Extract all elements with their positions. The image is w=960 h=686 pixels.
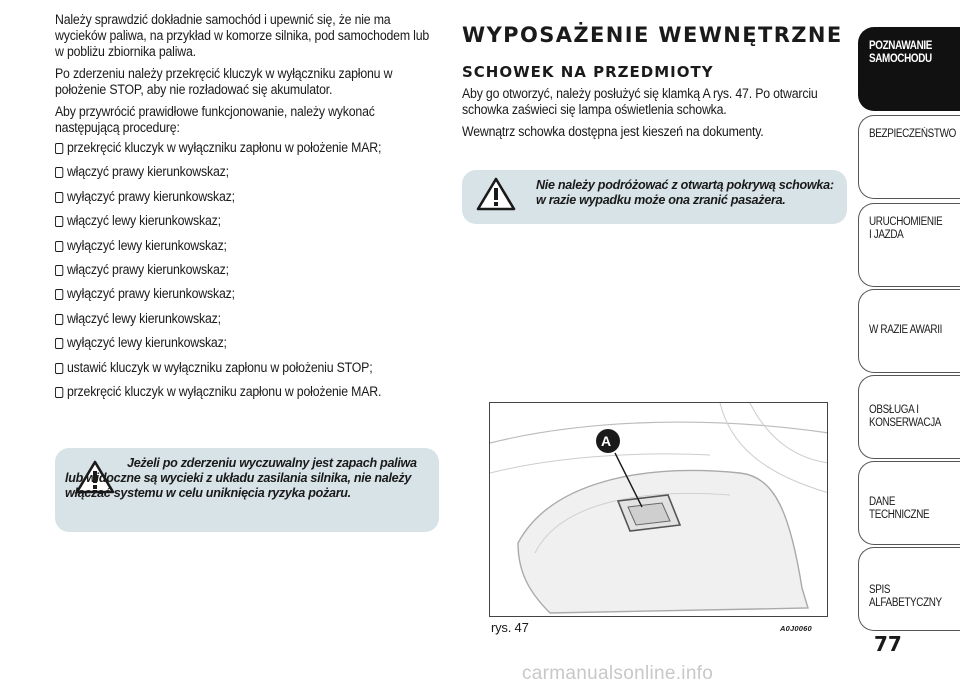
checkbox-bullet-icon <box>55 143 63 154</box>
glovebox-drawing <box>490 403 828 617</box>
checkbox-bullet-icon <box>55 167 63 178</box>
list-item: włączyć lewy kierunkowskaz; <box>55 213 440 237</box>
callout-label: A <box>601 433 612 449</box>
checkbox-bullet-icon <box>55 363 63 374</box>
tab-bezpieczenstwo[interactable]: BEZPIECZEŃSTWO <box>858 115 960 199</box>
checkbox-bullet-icon <box>55 265 63 276</box>
page-number: 77 <box>874 632 902 656</box>
paragraph: Po zderzeniu należy przekręcić kluczyk w wyłączniku zapłonu w położenie STOP, aby nie rozładować się akumulator. <box>55 66 393 97</box>
list-item: wyłączyć lewy kierunkowskaz; <box>55 335 440 359</box>
list-item: włączyć lewy kierunkowskaz; <box>55 311 440 335</box>
list-item: włączyć prawy kierunkowskaz; <box>55 164 440 188</box>
checkbox-bullet-icon <box>55 289 63 300</box>
tab-dane-techniczne[interactable]: DANE TECHNICZNE <box>858 461 960 545</box>
checkbox-bullet-icon <box>55 192 63 203</box>
list-item: wyłączyć prawy kierunkowskaz; <box>55 189 440 213</box>
list-item: ustawić kluczyk w wyłączniku zapłonu w położeniu STOP; <box>55 360 440 384</box>
checkbox-bullet-icon <box>55 387 63 398</box>
list-item: wyłączyć prawy kierunkowskaz; <box>55 286 440 310</box>
subsection-heading: SCHOWEK NA PRZEDMIOTY <box>462 63 714 81</box>
warning-text: Jeżeli po zderzeniu wyczuwalny jest zapach paliwa lub widoczne są wycieki z układu zasilania silnika, nie należy włączać systemu w celu uniknięcia ryzyka pożaru. <box>65 456 417 500</box>
glovebox-warning <box>462 170 847 224</box>
tab-uruchomienie-i-jazda[interactable]: URUCHOMIENIE I JAZDA <box>858 203 960 287</box>
tab-w-razie-awarii[interactable]: W RAZIE AWARII <box>858 289 960 373</box>
checkbox-bullet-icon <box>55 241 63 252</box>
fuel-leak-warning <box>55 448 439 532</box>
glovebox-illustration <box>489 402 828 617</box>
section-heading: WYPOSAŻENIE WEWNĘTRZNE <box>462 23 843 47</box>
watermark: carmanualsonline.info <box>522 663 714 684</box>
right-column <box>462 18 847 146</box>
checkbox-bullet-icon <box>55 314 63 325</box>
checkbox-bullet-icon <box>55 216 63 227</box>
figure-code: A0J0060 <box>780 624 812 633</box>
paragraph: Aby go otworzyć, należy posłużyć się klamką A rys. 47. Po otwarciu schowka zaświeci się lampa oświetlenia schowka. <box>462 86 818 117</box>
paragraph: Wewnątrz schowka dostępna jest kieszeń na dokumenty. <box>462 124 764 139</box>
list-item: wyłączyć lewy kierunkowskaz; <box>55 238 440 262</box>
warning-triangle-icon <box>476 177 516 211</box>
tab-spis-alfabetyczny[interactable]: SPIS ALFABETYCZNY <box>858 547 960 631</box>
figure-caption: rys. 47 <box>491 620 529 635</box>
checkbox-bullet-icon <box>55 338 63 349</box>
left-column <box>55 12 440 408</box>
list-item: włączyć prawy kierunkowskaz; <box>55 262 440 286</box>
tab-poznawanie-samochodu[interactable]: POZNAWANIE SAMOCHODU <box>858 27 960 111</box>
procedure-list <box>55 140 440 408</box>
tab-obsluga-i-konserwacja[interactable]: OBSŁUGA I KONSERWACJA <box>858 375 960 459</box>
list-item: przekręcić kluczyk w wyłączniku zapłonu w położenie MAR. <box>55 384 440 408</box>
list-item: przekręcić kluczyk w wyłączniku zapłonu w położenie MAR; <box>55 140 440 164</box>
warning-text: Nie należy podróżować z otwartą pokrywą schowka: w razie wypadku może ona zranić pasażera. <box>536 178 834 207</box>
paragraph: Aby przywrócić prawidłowe funkcjonowanie, należy wykonać następującą procedurę: <box>55 104 375 135</box>
paragraph: Należy sprawdzić dokładnie samochód i upewnić się, że nie ma wycieków paliwa, na przykład w komorze silnika, pod samochodem lub w pobliżu zbiornika paliwa. <box>55 12 430 59</box>
